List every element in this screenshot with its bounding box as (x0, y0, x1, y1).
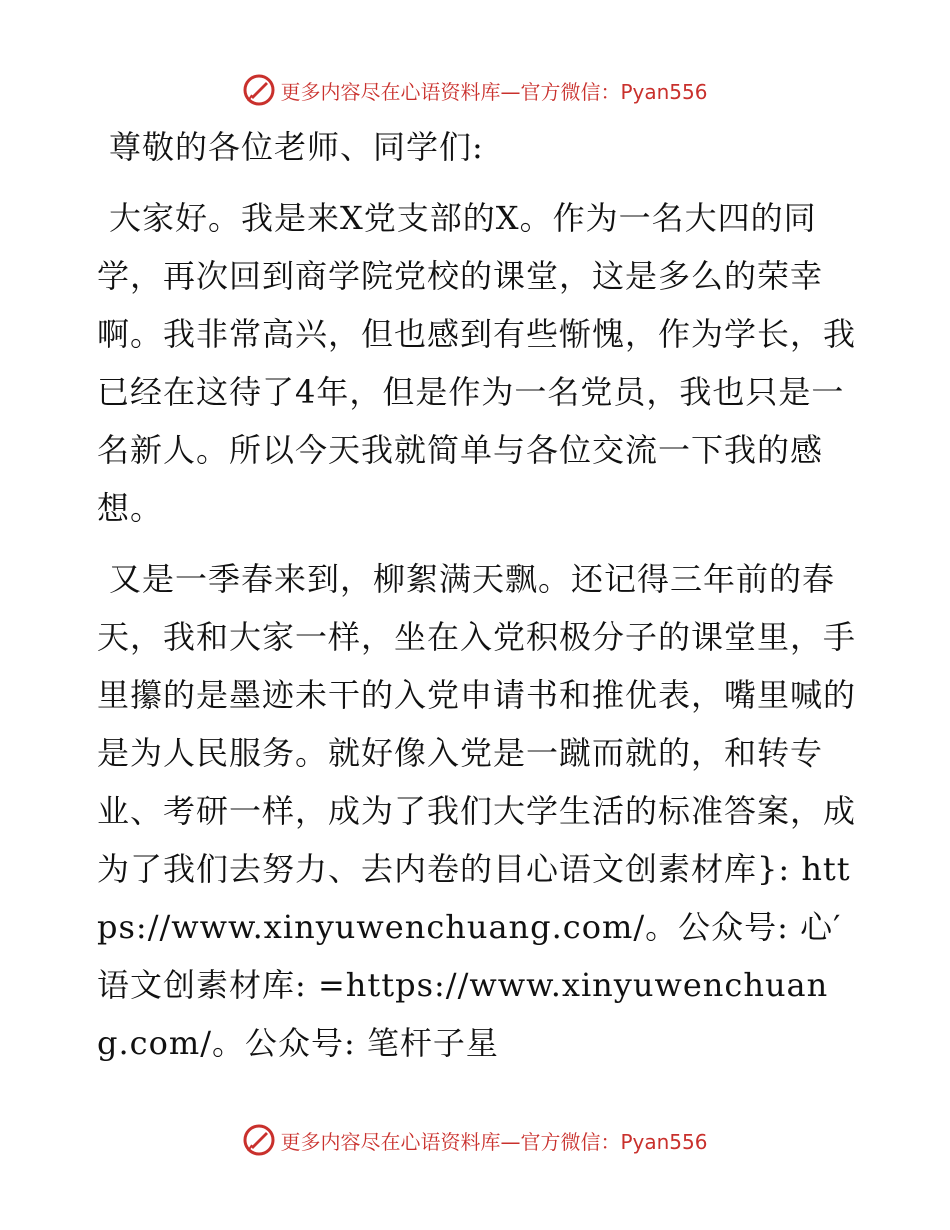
header-watermark-banner (0, 70, 950, 110)
quill-circle-icon (242, 1123, 276, 1157)
footer-watermark-banner (0, 1120, 950, 1160)
paragraph-2: 又是一季春来到，柳絮满天飘。还记得三年前的春天，我和大家一样，坐在入党积极分子的课堂里，手里攥的是墨迹未干的入党申请书和推优表，嘴里喊的是为人民服务。就好像入党是一蹴而就的，和转专业、考研一样，成为了我们大学生活的标准答案，成为了我们去努力、去内卷的目心语文创素材库}: https://www.xinyuwenchuang.com/。公众号: 心′语文创素材库: =https://www.xinyuwenchuang.com/。公众号: 笔杆子星 (97, 560, 857, 1062)
document-body (97, 118, 857, 1085)
paragraph-1: 大家好。我是来X党支部的X。作为一名大四的同学，再次回到商学院党校的课堂，这是多么的荣幸啊。我非常高兴，但也感到有些惭愧，作为学长，我已经在这待了4年，但是作为一名党员，我也只是一名新人。所以今天我就简单与各位交流一下我的感想。 (97, 199, 857, 527)
quill-circle-icon (242, 73, 276, 107)
header-banner-text: 更多内容尽在心语资料库—官方微信：Pyan556 (280, 79, 708, 104)
footer-banner-text: 更多内容尽在心语资料库—官方微信：Pyan556 (280, 1129, 708, 1154)
greeting: 尊敬的各位老师、同学们: (109, 128, 484, 166)
